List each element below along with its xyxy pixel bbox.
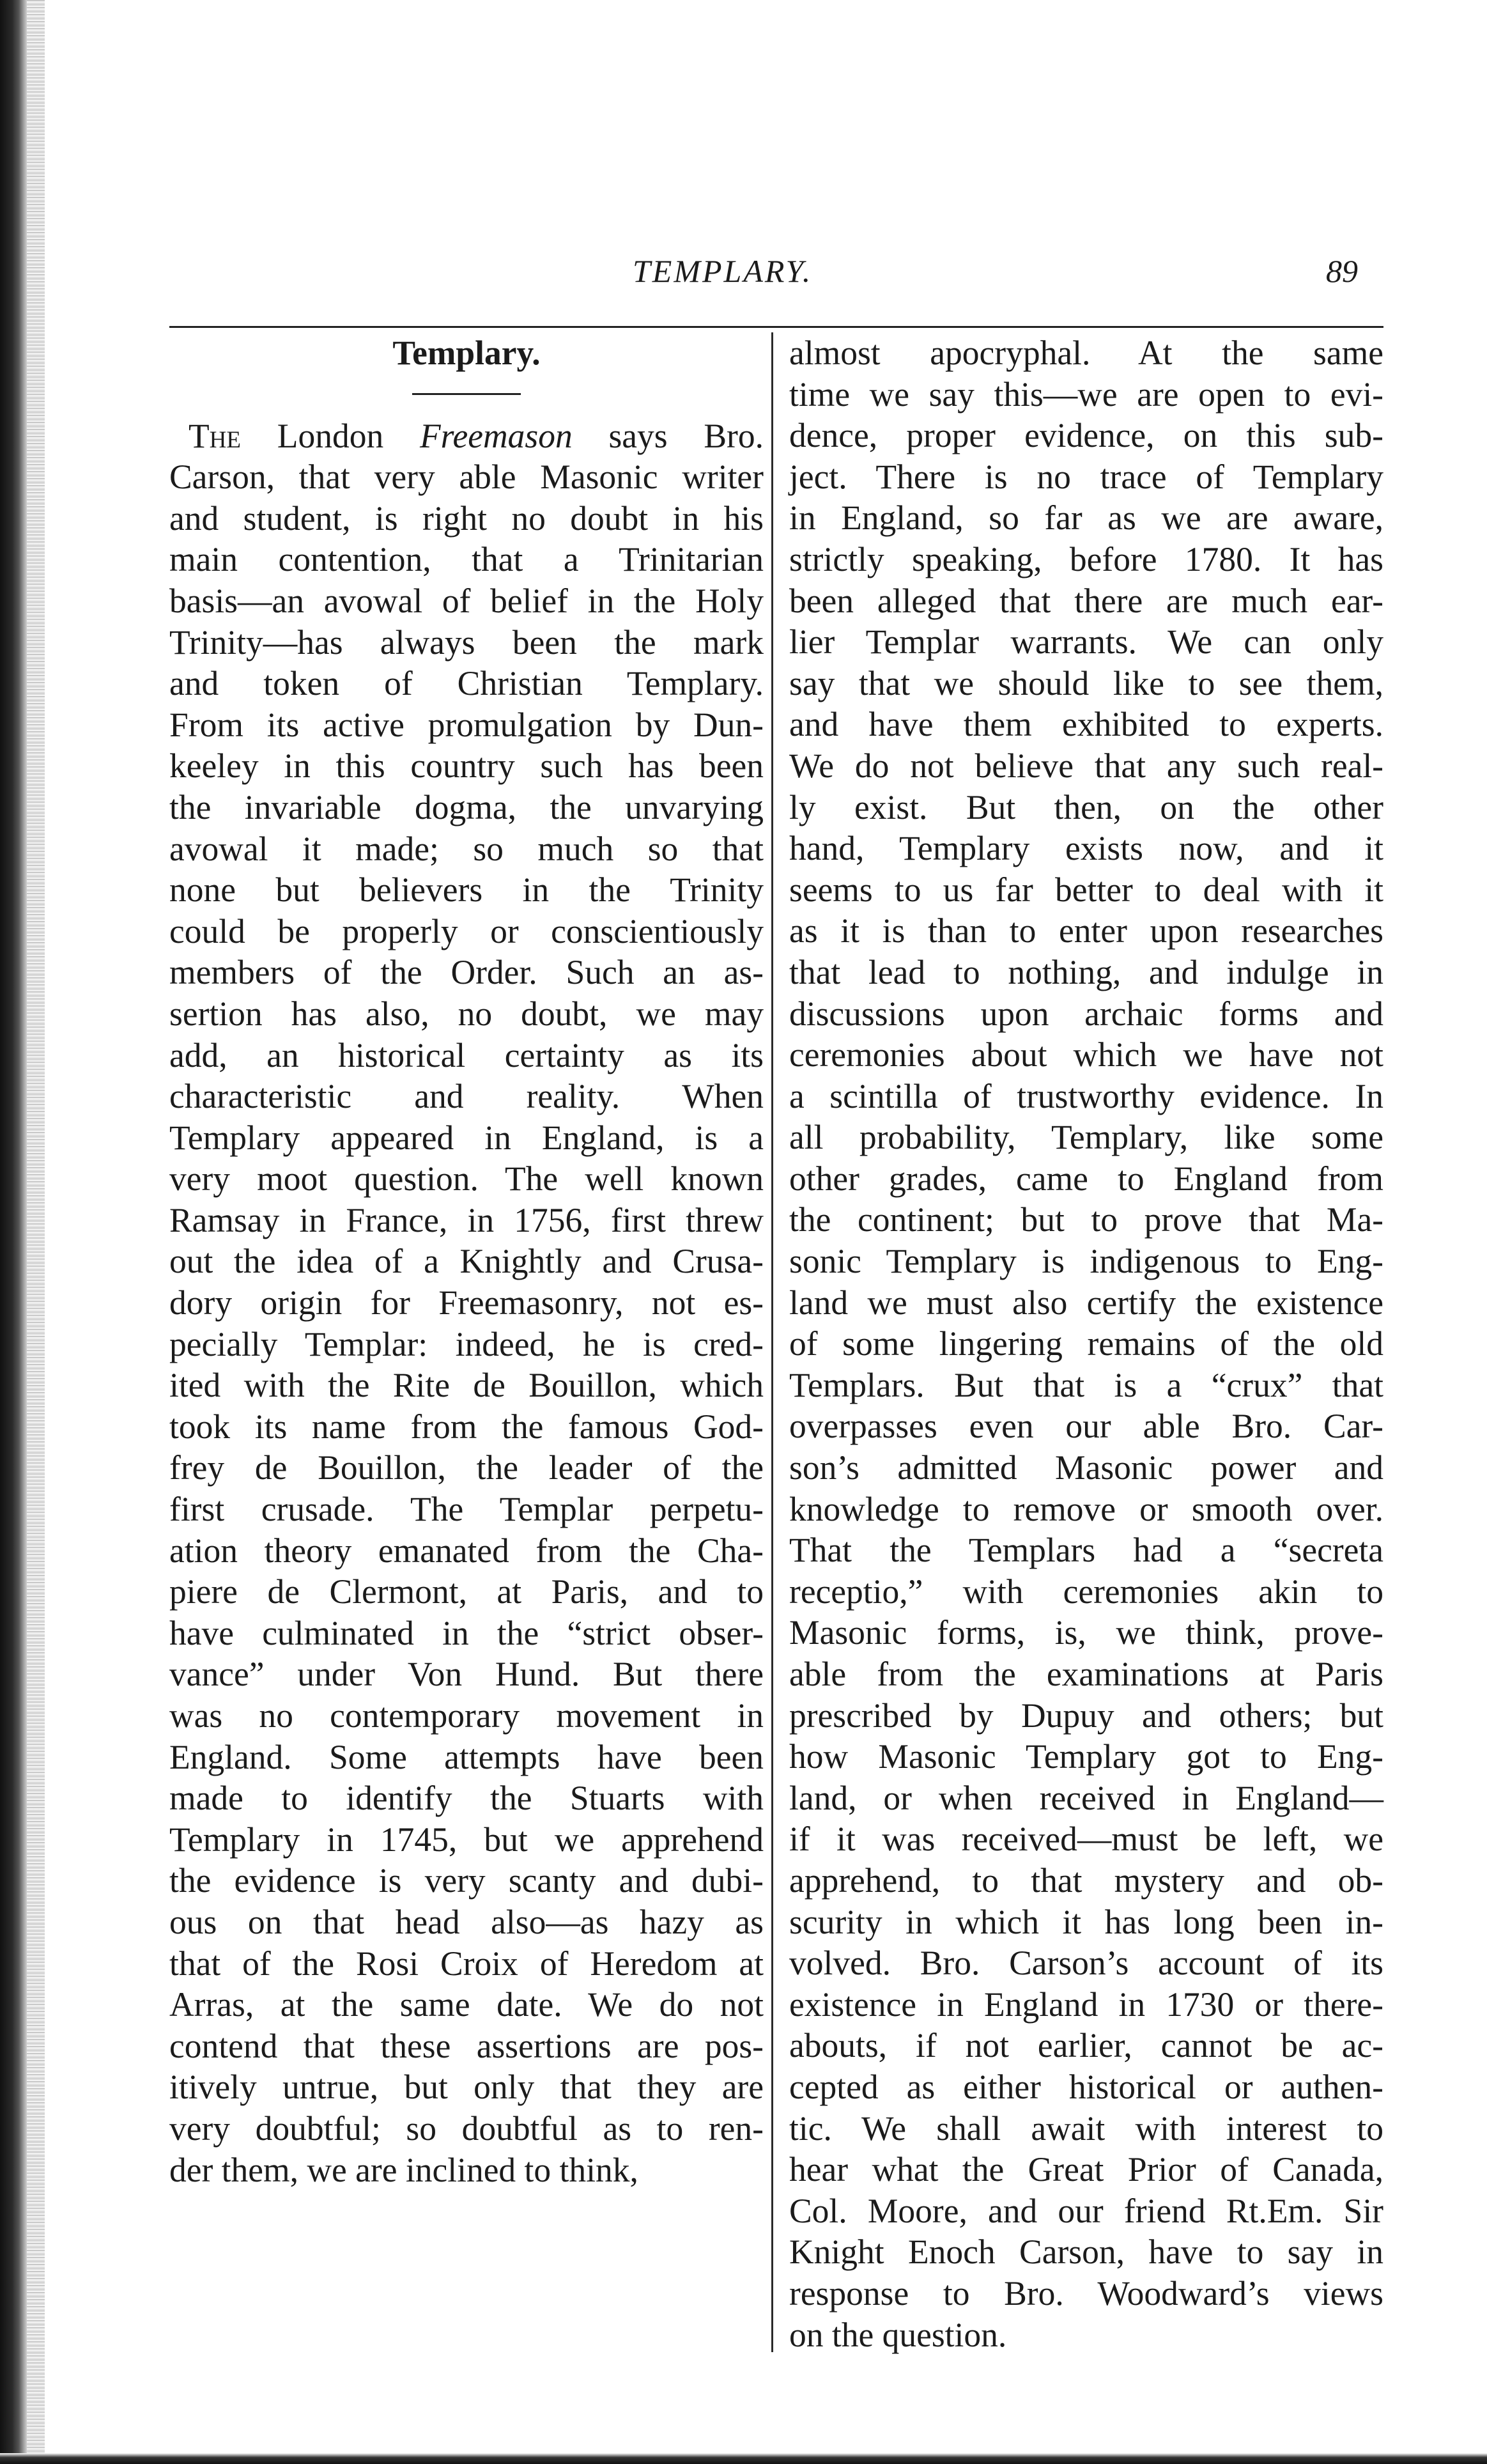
right-column-text-line: seems to us far better to deal with it — [789, 870, 1383, 909]
running-head: TEMPLARY. — [633, 253, 813, 289]
right-column-text-line: lier Templar warrants. We can only — [789, 623, 1383, 662]
right-column-text-line: hear what the Great Prior of Canada, — [789, 2150, 1383, 2189]
right-column-text-line: if it was received—must be left, we — [789, 1820, 1383, 1859]
left-column-text-line: itively untrue, but only that they are — [169, 2068, 764, 2107]
right-column-text-line: in England, so far as we are aware, — [789, 499, 1383, 538]
right-column-text-line: and have them exhibited to experts. — [789, 705, 1383, 744]
left-column-text-line: frey de Bouillon, the leader of the — [169, 1448, 764, 1487]
right-column-text-line: overpasses even our able Bro. Car- — [789, 1407, 1383, 1446]
left-column-text-line: Ramsay in France, in 1756, first threw — [169, 1200, 764, 1239]
right-column-text-line: strictly speaking, before 1780. It has — [789, 539, 1383, 578]
left-column-text-line: that of the Rosi Croix of Heredom at — [169, 1944, 764, 1983]
right-column-text-line: knowledge to remove or smooth over. — [789, 1489, 1383, 1528]
right-column-text-line: son’s admitted Masonic power and — [789, 1448, 1383, 1487]
right-column-text-line: land, or when received in England— — [789, 1778, 1383, 1817]
left-column-text-line: Arras, at the same date. We do not — [169, 1985, 764, 2024]
publication-name: Freemason — [419, 416, 573, 455]
right-column-text-line: Templars. But that is a “crux” that — [789, 1365, 1383, 1404]
left-column-text-line: contend that these assertions are pos- — [169, 2026, 764, 2065]
left-column-text-line: very moot question. The well known — [169, 1159, 764, 1198]
left-column-text-line: add, an historical certainty as its — [169, 1035, 764, 1074]
left-column-text-line: basis—an avowal of belief in the Holy — [169, 581, 764, 620]
right-column-text-line: ly exist. But then, on the other — [789, 787, 1383, 826]
left-column-text-line: made to identify the Stuarts with — [169, 1779, 764, 1818]
left-column-text-line: Templary in 1745, but we apprehend — [169, 1820, 764, 1859]
left-column-text-line: was no contemporary movement in — [169, 1696, 764, 1735]
left-column-text-line: out the idea of a Knightly and Crusa- — [169, 1242, 764, 1281]
intro-rest: London — [241, 416, 420, 455]
title-rule — [412, 393, 521, 395]
left-column-text-line: England. Some attempts have been — [169, 1737, 764, 1776]
right-column-text-line: that lead to nothing, and indulge in — [789, 952, 1383, 991]
right-column-text-line: all probability, Templary, like some — [789, 1118, 1383, 1157]
left-column-text-line: vance” under Von Hund. But there — [169, 1655, 764, 1694]
left-column-text-line: ation theory emanated from the Cha- — [169, 1531, 764, 1570]
left-column-text-line: none but believers in the Trinity — [169, 871, 764, 910]
left-column-text-line: ited with the Rite de Bouillon, which — [169, 1366, 764, 1405]
right-column-text-line: response to Bro. Woodward’s views — [789, 2274, 1383, 2313]
right-column-text-line: able from the examinations at Paris — [789, 1655, 1383, 1693]
right-column-text-line: been alleged that there are much ear- — [789, 581, 1383, 620]
left-column-text-line: piere de Clermont, at Paris, and to — [169, 1572, 764, 1611]
right-column-text-line: existence in England in 1730 or there- — [789, 1985, 1383, 2024]
right-column-text-line: as it is than to enter upon researches — [789, 911, 1383, 950]
left-column — [169, 332, 764, 2190]
left-column-text-line: keeley in this country such has been — [169, 747, 764, 786]
left-column-text-line: Templary appeared in England, is a — [169, 1118, 764, 1157]
binding-shadow — [27, 0, 45, 2464]
left-column-text-line: Trinity—has always been the mark — [169, 623, 764, 662]
right-column-text-line: scurity in which it has long been in- — [789, 1902, 1383, 1941]
left-column-text-line: pecially Templar: indeed, he is cred- — [169, 1324, 764, 1363]
article-title: Templary. — [392, 334, 541, 372]
right-column-text-line: dence, proper evidence, on this sub- — [789, 416, 1383, 455]
right-column-text-line: other grades, came to England from — [789, 1159, 1383, 1198]
right-column-text-line: prescribed by Dupuy and others; but — [789, 1696, 1383, 1735]
page-number: 89 — [1326, 253, 1358, 289]
left-column-text-line: Carson, that very able Masonic writer — [169, 458, 764, 497]
left-column-text-line: have culminated in the “strict obser- — [169, 1613, 764, 1652]
left-column-text-line: ous on that head also—as hazy as — [169, 1902, 764, 1941]
right-column-text-line: how Masonic Templary got to Eng- — [789, 1737, 1383, 1776]
book-binding-edge — [0, 0, 27, 2464]
left-column-text-line: took its name from the famous God- — [169, 1407, 764, 1446]
right-column-text-line: We do not believe that any such real- — [789, 746, 1383, 785]
right-column-text-line: almost apocryphal. At the same — [789, 334, 1383, 372]
right-column-text-line: time we say this—we are open to evi- — [789, 375, 1383, 414]
right-column-text-line: That the Templars had a “secreta — [789, 1531, 1383, 1570]
intro-word: The — [189, 416, 242, 455]
right-column-text-line: hand, Templary exists now, and it — [789, 829, 1383, 868]
header-rule — [169, 326, 1383, 328]
right-column — [789, 332, 1383, 2355]
left-column-text-line: avowal it made; so much so that — [169, 829, 764, 868]
right-column-text-line: apprehend, to that mystery and ob- — [789, 1861, 1383, 1900]
right-column-text-line: sonic Templary is indigenous to Eng- — [789, 1242, 1383, 1281]
left-column-text-line: members of the Order. Such an as- — [169, 953, 764, 992]
right-column-text-line: the continent; but to prove that Ma- — [789, 1200, 1383, 1239]
right-column-text-line: land we must also certify the existence — [789, 1283, 1383, 1322]
right-column-text-line: Col. Moore, and our friend Rt.Em. Sir — [789, 2191, 1383, 2230]
right-column-text-line: a scintilla of trustworthy evidence. In — [789, 1076, 1383, 1115]
left-column-text-line: very doubtful; so doubtful as to ren- — [169, 2109, 764, 2148]
left-column-text-line: From its active promulgation by Dun- — [169, 705, 764, 744]
right-column-text-line: Knight Enoch Carson, have to say in — [789, 2233, 1383, 2272]
left-column-text-line: and student, is right no doubt in his — [169, 499, 764, 538]
right-column-text-line: tic. We shall await with interest to — [789, 2109, 1383, 2148]
left-column-text-line: sertion has also, no doubt, we may — [169, 994, 764, 1033]
right-column-text-line: cepted as either historical or authen- — [789, 2067, 1383, 2106]
left-column-text-line: the invariable dogma, the unvarying — [169, 787, 764, 826]
article-first-line — [169, 415, 764, 457]
right-column-text-line: ceremonies about which we have not — [789, 1035, 1383, 1074]
right-column-text-line: say that we should like to see them, — [789, 663, 1383, 702]
right-column-text-line: receptio,” with ceremonies akin to — [789, 1572, 1383, 1611]
left-column-text-line: first crusade. The Templar perpetu- — [169, 1490, 764, 1529]
right-column-text-line: on the question. — [789, 2315, 1007, 2354]
right-column-text-line: volved. Bro. Carson’s account of its — [789, 1944, 1383, 1983]
right-column-text-line: abouts, if not earlier, cannot be ac- — [789, 2026, 1383, 2065]
intro-tail: says Bro. — [572, 416, 764, 455]
column-divider — [771, 332, 773, 2352]
right-column-text-line: discussions upon archaic forms and — [789, 994, 1383, 1033]
left-column-text-line: main contention, that a Trinitarian — [169, 540, 764, 579]
left-column-text-line: could be properly or conscientiously — [169, 911, 764, 950]
right-column-text-line: of some lingering remains of the old — [789, 1324, 1383, 1363]
right-column-text-line: ject. There is no trace of Templary — [789, 457, 1383, 496]
left-column-text-line: characteristic and reality. When — [169, 1077, 764, 1116]
left-column-text-line: and token of Christian Templary. — [169, 664, 764, 703]
right-column-text-line: Masonic forms, is, we think, prove- — [789, 1613, 1383, 1652]
left-column-text-line: der them, we are inclined to think, — [169, 2150, 638, 2189]
left-column-text-line: the evidence is very scanty and dubi- — [169, 1861, 764, 1900]
page-bottom-edge — [0, 2453, 1487, 2464]
left-column-text-line: dory origin for Freemasonry, not es- — [169, 1283, 764, 1322]
